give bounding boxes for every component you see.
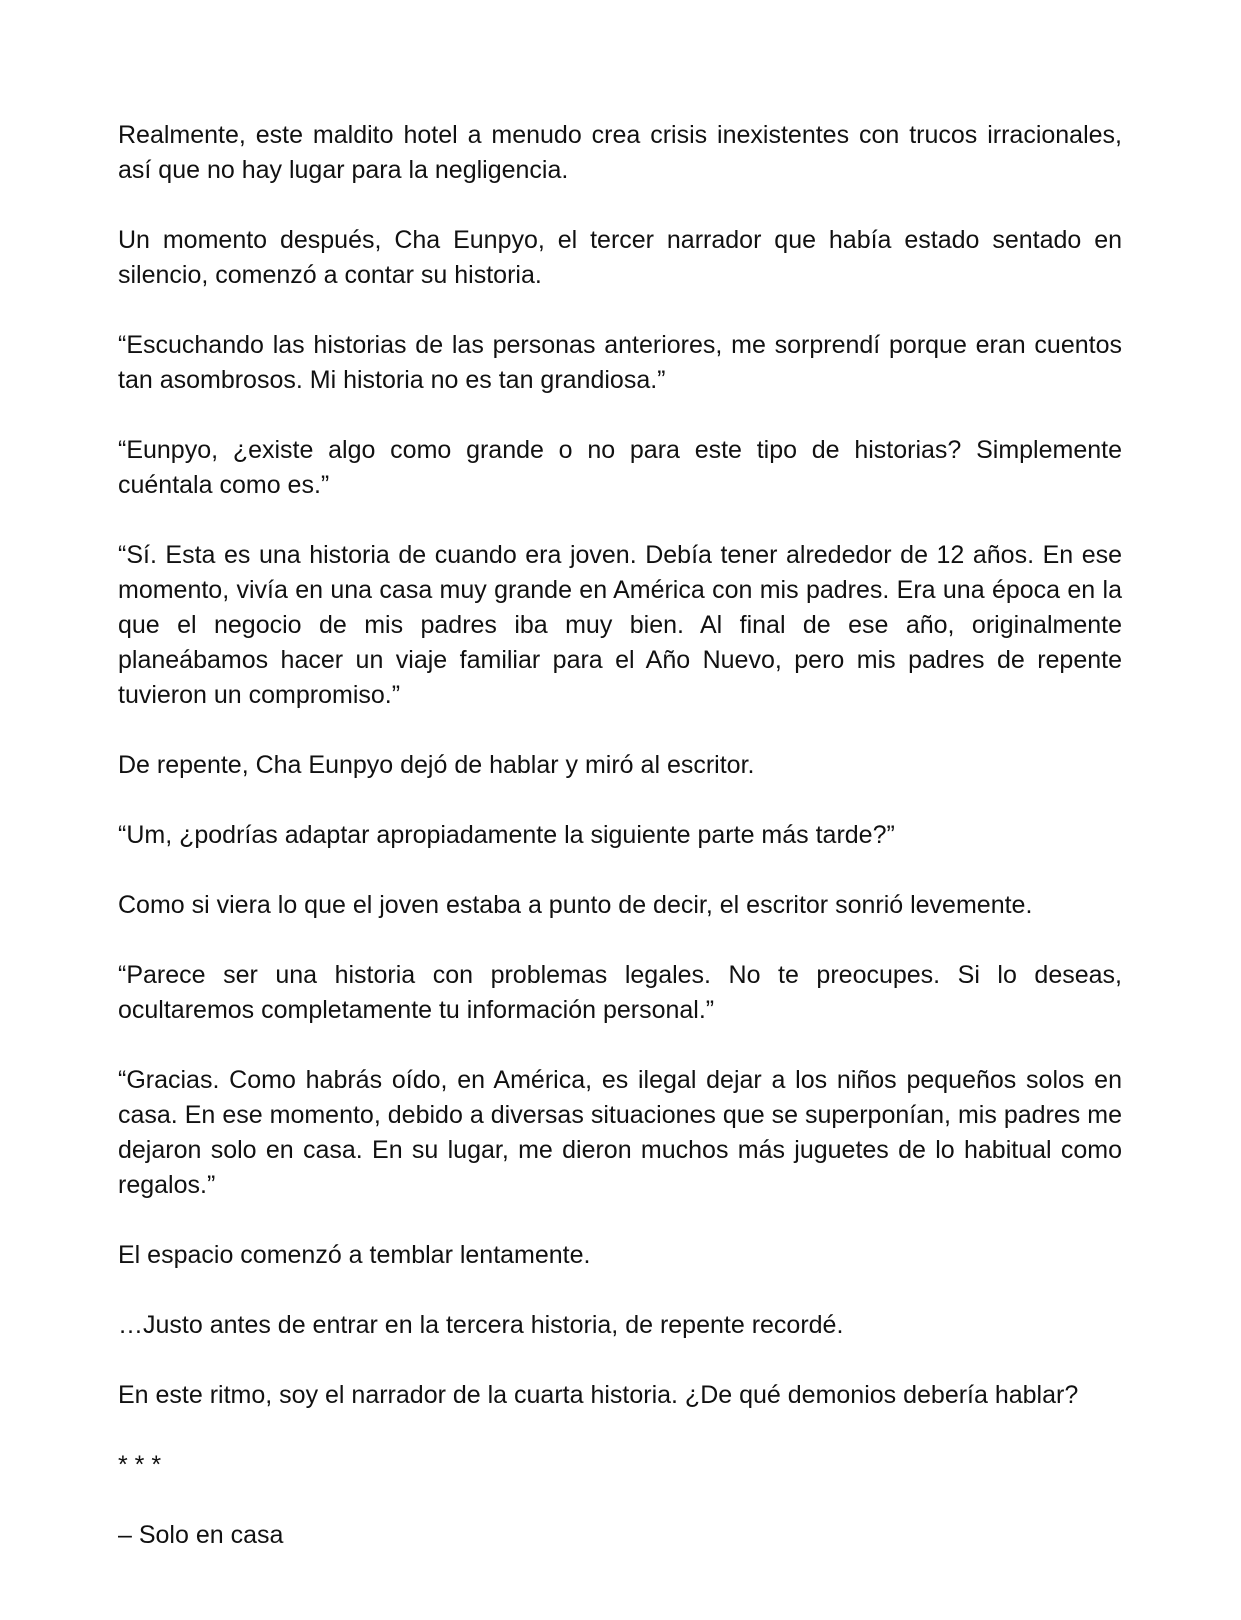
paragraph-5: “Sí. Esta es una historia de cuando era joven. Debía tener alrededor de 12 años. En ese momento, vivía en una casa muy grande en América con mis padres. Era una época en la que el negocio de mis padres iba muy bien. Al final de ese año, originalmente planeábamos hacer un viaje familiar para el Año Nuevo, pero mis padres de repente tuvieron un compromiso.” — [118, 541, 1122, 709]
paragraph-2: Un momento después, Cha Eunpyo, el tercer narrador que había estado sentado en silencio, comenzó a contar su historia. — [118, 226, 1122, 289]
paragraph-3: “Escuchando las historias de las personas anteriores, me sorprendí porque eran cuentos tan asombrosos. Mi historia no es tan grandiosa.” — [118, 331, 1122, 394]
paragraph-4: “Eunpyo, ¿existe algo como grande o no para este tipo de historias? Simplemente cuéntala como es.” — [118, 436, 1122, 499]
paragraph-8: Como si viera lo que el joven estaba a punto de decir, el escritor sonrió levemente. — [118, 891, 1033, 919]
paragraph-13: En este ritmo, soy el narrador de la cuarta historia. ¿De qué demonios debería hablar? — [118, 1381, 1079, 1409]
paragraph-6: De repente, Cha Eunpyo dejó de hablar y miró al escritor. — [118, 751, 755, 779]
paragraph-9: “Parece ser una historia con problemas legales. No te preocupes. Si lo deseas, ocultaremos completamente tu información personal.” — [118, 961, 1122, 1024]
document-page — [118, 118, 1122, 1588]
section-title: – Solo en casa — [118, 1521, 284, 1549]
paragraph-1: Realmente, este maldito hotel a menudo crea crisis inexistentes con trucos irracionales, así que no hay lugar para la negligencia. — [118, 121, 1122, 184]
paragraph-12: …Justo antes de entrar en la tercera historia, de repente recordé. — [118, 1311, 844, 1339]
paragraph-10: “Gracias. Como habrás oído, en América, es ilegal dejar a los niños pequeños solos en casa. En ese momento, debido a diversas situaciones que se superponían, mis padres me dejaron solo en casa. En su lugar, me dieron muchos más juguetes de lo habitual como regalos.” — [118, 1066, 1122, 1199]
paragraph-7: “Um, ¿podrías adaptar apropiadamente la siguiente parte más tarde?” — [118, 821, 895, 849]
scene-break: * * * — [118, 1451, 162, 1479]
paragraph-11: El espacio comenzó a temblar lentamente. — [118, 1241, 591, 1269]
